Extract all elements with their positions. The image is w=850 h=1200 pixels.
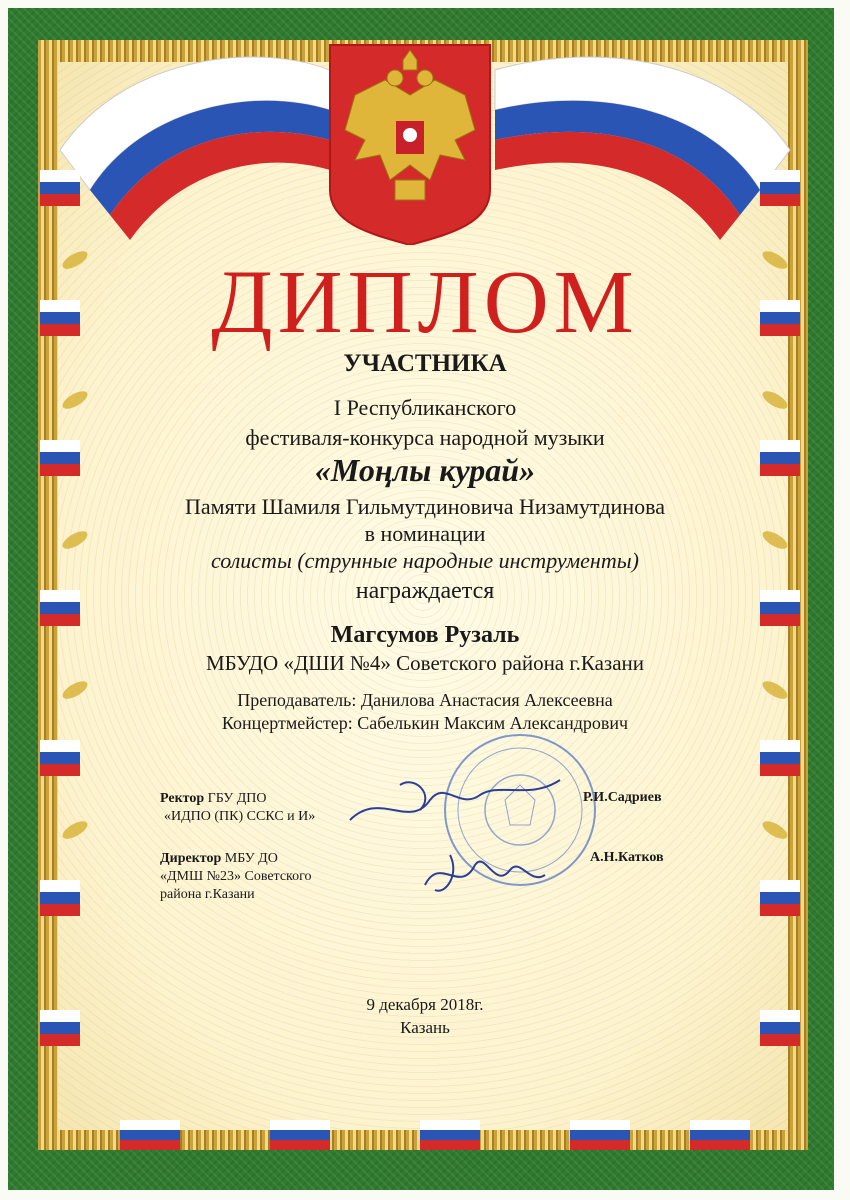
director-signature [420, 845, 550, 905]
festival-name: «Моңлы курай» [314, 452, 536, 488]
accompanist-line: Концертмейстер: Сабелькин Максим Александрович [221, 713, 629, 733]
rector-name: Р.И.Садриев [583, 790, 662, 805]
director-block: Директор МБУ ДО «ДМШ №23» Советского района г.Казани [160, 851, 312, 902]
director-name: А.Н.Катков [590, 850, 664, 865]
rector-block: Ректор ГБУ ДПО «ИДПО (ПК) ССКС и И» [160, 791, 316, 824]
school-name: МБУДО «ДШИ №4» Советского района г.Казани [205, 651, 645, 675]
subtitle: УЧАСТНИКА [343, 350, 507, 377]
nomination-intro: в номинации [364, 521, 486, 546]
nomination: солисты (струнные народные инструменты) [211, 548, 639, 573]
awarded-text: награждается [355, 578, 495, 604]
rector-signature [340, 770, 570, 840]
recipient-name: Магсумов Рузаль [330, 622, 520, 648]
event-line-1: I Республиканского [333, 395, 517, 420]
issue-date: 9 декабря 2018г. [366, 995, 484, 1014]
memorial-line: Памяти Шамиля Гильмутдиновича Низамутдинова [185, 494, 665, 519]
event-line-2: фестиваля-конкурса народной музыки [245, 425, 605, 450]
issue-city: Казань [400, 1018, 450, 1037]
coat-of-arms-icon [325, 40, 495, 245]
diploma-title: ДИПЛОМ [211, 253, 639, 352]
teacher-line: Преподаватель: Данилова Анастасия Алексеевна [237, 690, 613, 710]
